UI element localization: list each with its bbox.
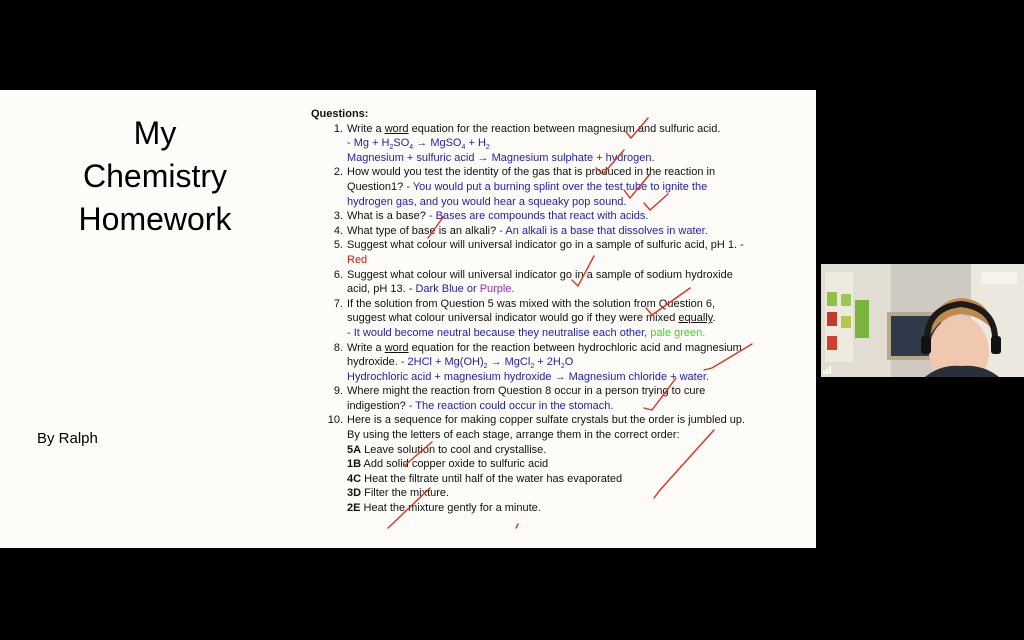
answer-text: Magnesium + sulfuric acid → Magnesium sulphate + hydrogen.	[347, 151, 655, 164]
answer-text: Red	[347, 253, 368, 266]
question-text: equation for the reaction between hydrochloric acid and magnesium hydroxide.	[347, 341, 742, 369]
question-2	[311, 165, 751, 209]
question-number: 1.	[333, 122, 343, 135]
answer-text: or	[463, 283, 480, 296]
sequence-step: 4C Heat the filtrate until half of the water has evaporated	[347, 472, 623, 485]
answer-text: - An alkali is a base that dissolves in water.	[499, 224, 708, 237]
question-number: 8.	[333, 341, 343, 354]
question-number: 10.	[327, 414, 343, 427]
webcam-scene	[821, 264, 1024, 377]
question-4	[311, 224, 751, 239]
webcam-video-feed	[821, 264, 1024, 377]
sequence-step: 5A Leave solution to cool and crystallise.	[347, 443, 547, 456]
question-10	[311, 413, 751, 515]
answer-text: pale green.	[650, 326, 706, 339]
question-text: Write a	[347, 341, 385, 354]
slide-author: By Ralph	[37, 430, 98, 447]
questions-list	[311, 107, 751, 516]
answer-text: - You would put a burning splint over the test tube to ignite the hydrogen gas, and you would hear a squeaky pop sound.	[347, 180, 708, 208]
question-number: 9.	[333, 385, 343, 398]
question-1	[311, 122, 751, 166]
question-number: 2.	[333, 166, 343, 179]
answer-text: Dark Blue	[415, 283, 464, 296]
question-text: Where might the reaction from Question 8 occur in a person trying to cure indigestion?	[347, 385, 706, 412]
question-5	[311, 238, 751, 267]
answer-text: - Bases are compounds that react with acids.	[428, 210, 649, 223]
question-number: 5.	[333, 239, 343, 252]
question-text: If the solution from Question 5 was mixed with the solution from Question 6, suggest what colour universal indicator would go if they were mixed	[347, 297, 716, 325]
sequence-step: 2E Heat the mixture gently for a minute.	[347, 502, 541, 515]
question-text: Suggest what colour will universal indicator go in a sample of sulfuric acid, pH 1. -	[347, 239, 744, 252]
answer-text: Hydrochloric acid + magnesium hydroxide → Magnesium chloride + water.	[347, 370, 709, 383]
symbol-equation: - $2HCl + Mg(OH)_2$ → MgCl$_2$ + $2H_2O$	[400, 356, 574, 371]
question-text: Write a	[347, 122, 385, 135]
underlined-word: equally	[678, 312, 713, 325]
answer-text: - The reaction could occur in the stomach.	[408, 399, 614, 412]
presentation-slide	[0, 90, 816, 548]
sequence-step: 1B Add solid copper oxide to sulfuric acid	[347, 458, 549, 471]
question-6	[311, 268, 751, 297]
question-text: .	[712, 312, 716, 325]
question-3	[311, 209, 751, 224]
underlined-word: word	[384, 341, 409, 354]
question-number: 3.	[333, 210, 343, 223]
question-number: 7.	[333, 297, 343, 310]
question-text: Suggest what colour will universal indicator go in a sample of sodium hydroxide acid, pH 13. -	[347, 268, 733, 296]
slide-title: My Chemistry Homework	[78, 115, 232, 237]
questions-heading: Questions:	[311, 108, 369, 120]
sequence-step: 3D Filter the mixture.	[347, 487, 450, 500]
question-text: What is a base?	[347, 210, 429, 223]
question-9	[311, 384, 751, 413]
answer-text: - It would become neutral because they neutralise each other,	[347, 326, 651, 339]
symbol-equation: - $Mg + H_2SO_4$ → MgSO$_4$ + $H_2$	[347, 137, 490, 152]
question-text: Here is a sequence for making copper sulfate crystals but the order is jumbled up. By using the letters of each stage, arrange them in the correct order:	[347, 414, 746, 442]
question-number: 4.	[333, 224, 343, 237]
question-text: What type of base is an alkali?	[347, 224, 500, 237]
signal-strength-icon	[823, 366, 833, 374]
question-text: How would you test the identity of the gas that is produced in the reaction in Question1?	[347, 166, 716, 193]
question-text: equation for the reaction between magnesium and sulfuric acid.	[408, 122, 721, 135]
question-8	[311, 341, 751, 385]
question-number: 6.	[333, 268, 343, 281]
answer-text: Purple.	[479, 283, 515, 296]
question-7	[311, 297, 751, 341]
tick-mark	[516, 524, 518, 528]
underlined-word: word	[384, 122, 409, 135]
